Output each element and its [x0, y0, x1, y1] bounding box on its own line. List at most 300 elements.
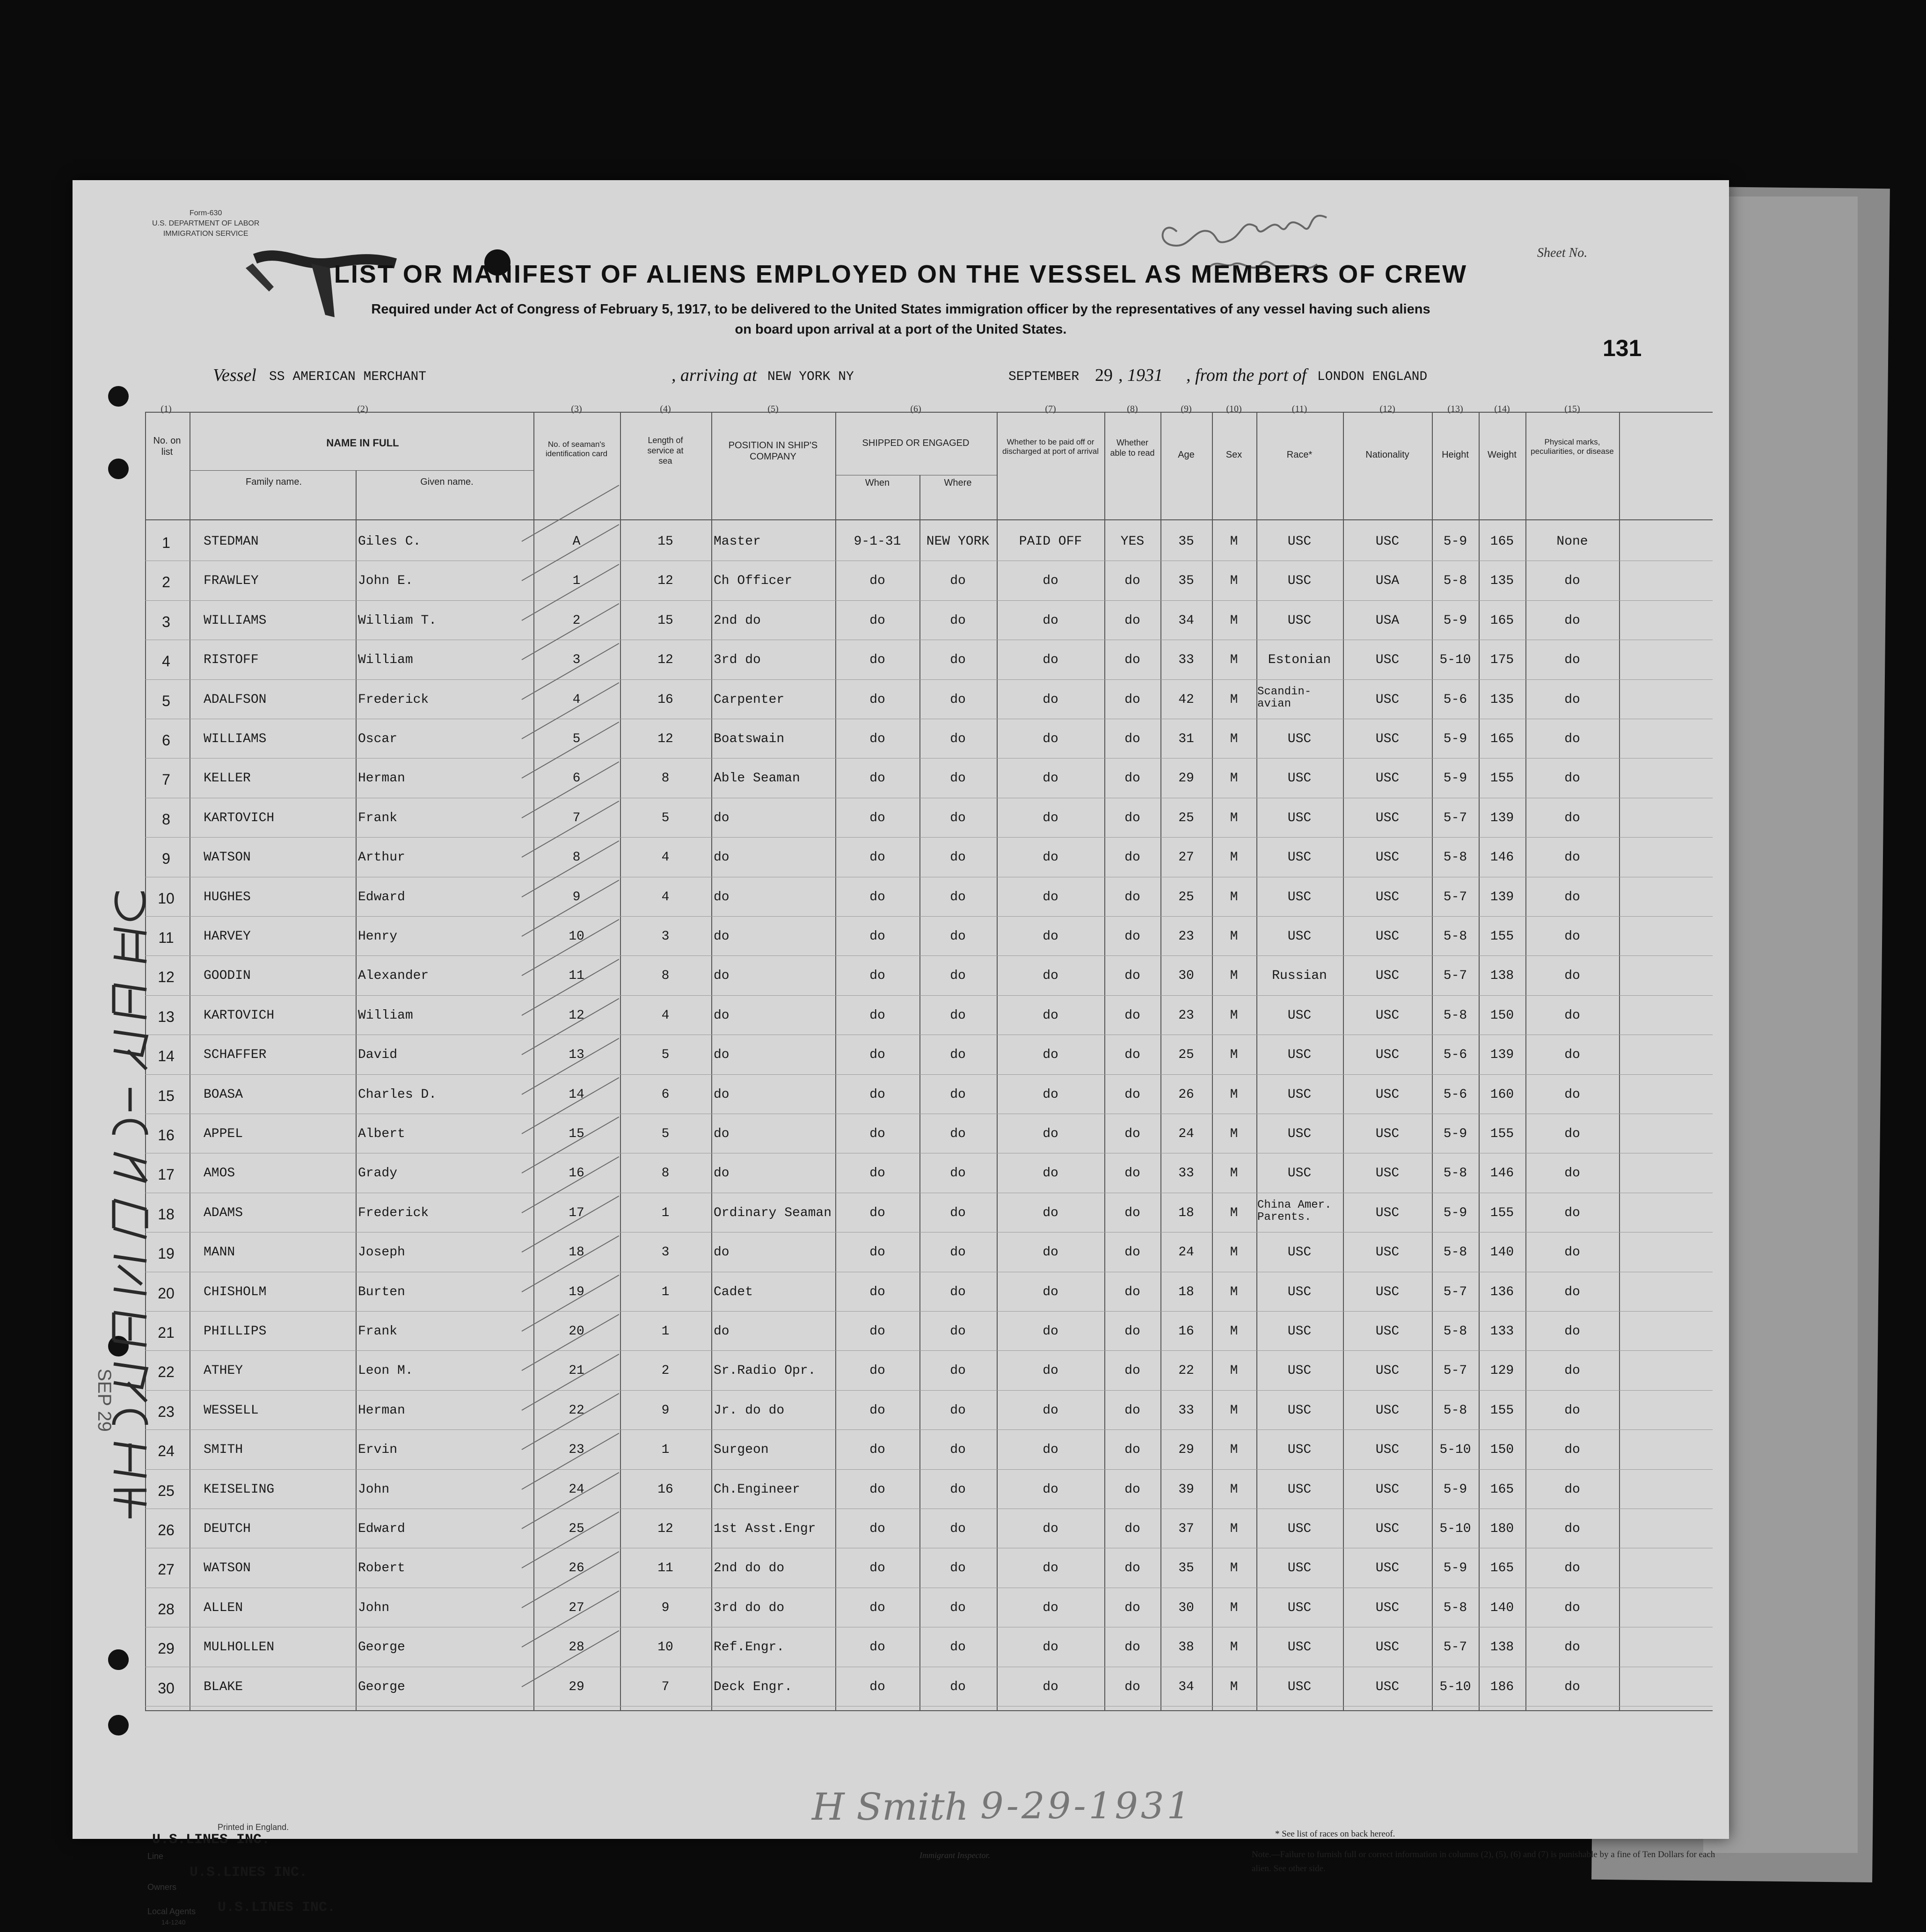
shipped-when: do [869, 692, 885, 707]
table-row [73, 919, 1729, 956]
from-port: LONDON ENGLAND [1317, 370, 1428, 384]
col-num: (11) [1291, 404, 1307, 414]
age: 33 [1178, 1403, 1194, 1418]
position: Ch.Engineer [714, 1482, 800, 1497]
table-row [73, 1353, 1729, 1391]
physical-marks: do [1564, 810, 1580, 825]
printed-in-england: Printed in England. [218, 1823, 289, 1832]
row-number: 2 [162, 574, 170, 591]
shipped-where: do [950, 969, 966, 984]
given-name: George [358, 1640, 405, 1655]
table-row [73, 880, 1729, 917]
sheet-number: 131 [1603, 335, 1642, 361]
given-name: Alexander [358, 969, 429, 984]
row-number: 9 [162, 850, 170, 868]
col-num: (14) [1494, 404, 1510, 414]
shipped-when: do [869, 850, 885, 865]
sex: M [1230, 1205, 1238, 1220]
height: 5-7 [1443, 969, 1467, 984]
sex: M [1230, 1403, 1238, 1418]
family-name: ADAMS [204, 1205, 243, 1220]
family-name: APPEL [204, 1127, 243, 1141]
id-card-number: 11 [569, 969, 584, 984]
position: Sr.Radio Opr. [714, 1363, 816, 1378]
nationality: USC [1375, 692, 1400, 707]
nationality: USC [1375, 1205, 1400, 1220]
physical-marks: do [1564, 1205, 1580, 1220]
shipped-where: do [950, 1324, 966, 1339]
id-card-number: 18 [569, 1245, 584, 1260]
race: USC [1287, 1640, 1312, 1655]
paid-off: do [1043, 1600, 1058, 1615]
physical-marks: do [1564, 1324, 1580, 1339]
height: 5-7 [1443, 889, 1467, 904]
row-number: 18 [158, 1205, 175, 1223]
race: USC [1287, 929, 1312, 944]
shipped-when: do [869, 1087, 885, 1102]
race: USC [1287, 810, 1312, 825]
id-card-number: 19 [569, 1284, 584, 1299]
table-row [73, 1196, 1729, 1233]
service-length: 10 [657, 1640, 673, 1655]
row-number: 13 [158, 1008, 175, 1025]
nationality: USC [1375, 653, 1400, 668]
age: 30 [1178, 1600, 1194, 1615]
height: 5-9 [1443, 534, 1467, 549]
service-length: 5 [661, 810, 670, 825]
row-number: 15 [158, 1087, 175, 1104]
sheet-no-label: Sheet No. [1537, 246, 1588, 260]
service-length: 11 [657, 1561, 673, 1576]
shipped-when: do [869, 1679, 885, 1694]
arrival-day: 29 [1095, 365, 1113, 385]
col-num: (9) [1181, 404, 1192, 414]
row-rule [145, 1429, 1713, 1430]
handwritten-side-note [95, 891, 179, 1537]
weight: 129 [1490, 1363, 1514, 1378]
row-rule [145, 995, 1713, 996]
able-to-read: do [1124, 1324, 1140, 1339]
shipped-when: do [869, 1600, 885, 1615]
given-name: Herman [358, 1403, 405, 1418]
age: 35 [1178, 574, 1194, 589]
service-length: 9 [661, 1600, 670, 1615]
height: 5-9 [1443, 771, 1467, 786]
age: 18 [1178, 1284, 1194, 1299]
race: USC [1287, 1600, 1312, 1615]
row-number: 19 [158, 1245, 175, 1262]
table-row [73, 840, 1729, 877]
row-number: 8 [162, 810, 170, 828]
table-row [73, 1275, 1729, 1312]
sex: M [1230, 1048, 1238, 1063]
shipped-where: do [950, 1679, 966, 1694]
nationality: USC [1375, 1363, 1400, 1378]
able-to-read: do [1124, 850, 1140, 865]
signature-name: H Smith [812, 1785, 969, 1829]
family-name: HUGHES [204, 889, 251, 904]
service-length: 4 [661, 1008, 670, 1023]
sex: M [1230, 613, 1238, 628]
able-to-read: do [1124, 1600, 1140, 1615]
given-name: William [358, 653, 413, 668]
table-row [73, 1630, 1729, 1667]
physical-marks: do [1564, 850, 1580, 865]
service-length: 4 [661, 889, 670, 904]
shipped-where: do [950, 1245, 966, 1260]
weight: 155 [1490, 771, 1514, 786]
row-number: 30 [158, 1679, 175, 1697]
given-name: John [358, 1482, 390, 1497]
header-position: POSITION IN SHIP'S COMPANY [728, 440, 818, 462]
family-name: ADALFSON [204, 692, 267, 707]
weight: 135 [1490, 574, 1514, 589]
id-card-number: 14 [569, 1087, 584, 1102]
physical-marks: do [1564, 969, 1580, 984]
sex: M [1230, 1600, 1238, 1615]
position: do [714, 810, 730, 825]
position: Boatswain [714, 732, 785, 746]
id-card-number: 10 [569, 929, 584, 944]
able-to-read: do [1124, 1443, 1140, 1458]
col-num: (1) [160, 404, 172, 414]
family-name: AMOS [204, 1166, 235, 1181]
shipped-where: do [950, 929, 966, 944]
shipped-when: do [869, 732, 885, 746]
position: Able Seaman [714, 771, 800, 786]
race: USC [1287, 1522, 1312, 1536]
given-name: Albert [358, 1127, 405, 1141]
row-rule [145, 1469, 1713, 1470]
table-row [73, 524, 1729, 561]
age: 35 [1178, 534, 1194, 549]
family-name: SMITH [204, 1443, 243, 1458]
sex: M [1230, 810, 1238, 825]
arriving-label: , arriving at [671, 365, 757, 385]
table-row [73, 1393, 1729, 1430]
nationality: USC [1375, 1008, 1400, 1023]
id-card-number: 13 [569, 1048, 584, 1063]
line-value: U.S.LINES INC. [152, 1832, 270, 1848]
height: 5-8 [1443, 1403, 1467, 1418]
shipped-when: do [869, 1324, 885, 1339]
weight: 160 [1490, 1087, 1514, 1102]
header-family-name: Family name. [245, 477, 302, 487]
race: USC [1287, 1679, 1312, 1694]
given-name: John [358, 1600, 390, 1615]
shipped-where: do [950, 1363, 966, 1378]
header-given-name: Given name. [420, 477, 474, 487]
shipped-where: do [950, 732, 966, 746]
paid-off: do [1043, 1205, 1058, 1220]
weight: 186 [1490, 1679, 1514, 1694]
paid-off: do [1043, 613, 1058, 628]
race: USC [1287, 1324, 1312, 1339]
nationality: USC [1375, 1522, 1400, 1536]
given-name: Leon M. [358, 1363, 413, 1378]
height: 5-8 [1443, 1245, 1467, 1260]
service-length: 4 [661, 850, 670, 865]
nationality: USC [1375, 1087, 1400, 1102]
age: 33 [1178, 653, 1194, 668]
row-rule [145, 1074, 1713, 1075]
shipped-when: do [869, 1284, 885, 1299]
form-number: Form-630 [190, 209, 222, 217]
id-card-number: 9 [572, 889, 581, 904]
sex: M [1230, 771, 1238, 786]
family-name: KEISELING [204, 1482, 275, 1497]
shipped-where: do [950, 889, 966, 904]
department: U.S. DEPARTMENT OF LABOR [152, 219, 260, 227]
service-length: 1 [661, 1284, 670, 1299]
weight: 165 [1490, 613, 1514, 628]
row-rule [145, 837, 1713, 838]
able-to-read: do [1124, 653, 1140, 668]
header-no: No. on list [153, 436, 181, 457]
weight: 146 [1490, 1166, 1514, 1181]
height: 5-10 [1439, 1443, 1471, 1458]
position: Jr. do do [714, 1403, 785, 1418]
id-card-number: 22 [569, 1403, 584, 1418]
family-name: KARTOVICH [204, 1008, 275, 1023]
age: 22 [1178, 1363, 1194, 1378]
id-card-number: 1 [572, 574, 581, 589]
given-name: John E. [358, 574, 413, 589]
height: 5-9 [1443, 732, 1467, 746]
height: 5-10 [1439, 653, 1471, 668]
physical-marks: do [1564, 1640, 1580, 1655]
able-to-read: do [1124, 1284, 1140, 1299]
row-number: 26 [158, 1522, 175, 1538]
able-to-read: do [1124, 1403, 1140, 1418]
age: 37 [1178, 1522, 1194, 1536]
weight: 165 [1490, 1561, 1514, 1576]
weight: 133 [1490, 1324, 1514, 1339]
race: USC [1287, 1087, 1312, 1102]
race: USC [1287, 1245, 1312, 1260]
given-name: Burten [358, 1284, 405, 1299]
race: USC [1287, 574, 1312, 589]
nationality: USC [1375, 1166, 1400, 1181]
race: USC [1287, 1127, 1312, 1141]
shipped-when: do [869, 929, 885, 944]
able-to-read: do [1124, 613, 1140, 628]
paid-off: do [1043, 653, 1058, 668]
id-card-number: 4 [572, 692, 581, 707]
paid-off: do [1043, 1008, 1058, 1023]
weight: 139 [1490, 810, 1514, 825]
id-card-number: 26 [569, 1561, 584, 1576]
table-row [73, 1432, 1729, 1470]
family-name: WILLIAMS [204, 732, 267, 746]
race: USC [1287, 1008, 1312, 1023]
age: 25 [1178, 810, 1194, 825]
height: 5-6 [1443, 692, 1467, 707]
height: 5-10 [1439, 1522, 1471, 1536]
col-num: (6) [910, 404, 921, 414]
height: 5-8 [1443, 1324, 1467, 1339]
shipped-where: do [950, 1087, 966, 1102]
height: 5-7 [1443, 1284, 1467, 1299]
weight: 180 [1490, 1522, 1514, 1536]
able-to-read: do [1124, 1679, 1140, 1694]
sex: M [1230, 1561, 1238, 1576]
physical-marks: do [1564, 653, 1580, 668]
service-length: 3 [661, 1245, 670, 1260]
physical-marks: do [1564, 1363, 1580, 1378]
shipped-when: do [869, 969, 885, 984]
row-number: 12 [158, 969, 175, 986]
weight: 165 [1490, 534, 1514, 549]
service-length: 15 [657, 534, 673, 549]
subtitle-line-2: on board upon arrival at a port of the United States. [735, 322, 1067, 337]
family-name: HARVEY [204, 929, 251, 944]
shipped-where: do [950, 1600, 966, 1615]
col-num: (2) [357, 404, 368, 414]
paid-off: do [1043, 1284, 1058, 1299]
row-number: 27 [158, 1561, 175, 1578]
sex: M [1230, 732, 1238, 746]
family-name: DEUTCH [204, 1522, 251, 1536]
shipped-where: do [950, 613, 966, 628]
race: USC [1287, 771, 1312, 786]
family-name: WESSELL [204, 1403, 259, 1418]
paid-off: do [1043, 929, 1058, 944]
row-number: 16 [158, 1127, 175, 1144]
shipped-where: do [950, 1284, 966, 1299]
given-name: Giles C. [358, 534, 421, 549]
row-rule [145, 1311, 1713, 1312]
shipped-where: do [950, 1640, 966, 1655]
row-number: 25 [158, 1482, 175, 1499]
given-name: David [358, 1048, 398, 1063]
given-name: Frank [358, 810, 398, 825]
position: 2nd do do [714, 1561, 785, 1576]
able-to-read: do [1124, 1561, 1140, 1576]
sex: M [1230, 1166, 1238, 1181]
position: do [714, 1166, 730, 1181]
position: Cadet [714, 1284, 753, 1299]
vessel-name: SS AMERICAN MERCHANT [269, 370, 427, 384]
shipped-where: do [950, 850, 966, 865]
col-num: (13) [1447, 404, 1463, 414]
position: do [714, 929, 730, 944]
row-rule [145, 1350, 1713, 1351]
age: 24 [1178, 1245, 1194, 1260]
id-card-number: 28 [569, 1640, 584, 1655]
paid-off: do [1043, 889, 1058, 904]
col-num: (3) [571, 404, 582, 414]
service-length: 3 [661, 929, 670, 944]
shipped-where: do [950, 810, 966, 825]
col-num: (12) [1379, 404, 1395, 414]
footnotes [1252, 1827, 1720, 1876]
row-number: 22 [158, 1363, 175, 1381]
service-length: 16 [657, 692, 673, 707]
given-name: Frederick [358, 692, 429, 707]
id-card-number: 8 [572, 850, 581, 865]
physical-marks: do [1564, 929, 1580, 944]
id-card-number: 25 [569, 1522, 584, 1536]
height: 5-9 [1443, 1561, 1467, 1576]
table-row [73, 1551, 1729, 1588]
able-to-read: do [1124, 889, 1140, 904]
paid-off: do [1043, 771, 1058, 786]
col-num: (10) [1226, 404, 1242, 414]
paid-off: do [1043, 1048, 1058, 1063]
family-name: WATSON [204, 1561, 251, 1576]
paid-off: do [1043, 810, 1058, 825]
family-name: CHISHOLM [204, 1284, 267, 1299]
able-to-read: do [1124, 732, 1140, 746]
weight: 138 [1490, 969, 1514, 984]
height: 5-8 [1443, 1600, 1467, 1615]
given-name: Oscar [358, 732, 398, 746]
service-length: 12 [657, 574, 673, 589]
height: 5-9 [1443, 613, 1467, 628]
nationality: USC [1375, 969, 1400, 984]
position: Deck Engr. [714, 1679, 793, 1694]
service-length: 9 [661, 1403, 670, 1418]
id-card-number: 23 [569, 1443, 584, 1458]
service-length: 1 [661, 1205, 670, 1220]
position: do [714, 1008, 730, 1023]
position: 1st Asst.Engr [714, 1522, 816, 1536]
crew-rows [73, 180, 1729, 1839]
position: Carpenter [714, 692, 785, 707]
signature-date: 9-29-1931 [980, 1785, 1193, 1827]
physical-marks: do [1564, 771, 1580, 786]
able-to-read: do [1124, 1087, 1140, 1102]
service-length: 12 [657, 1522, 673, 1536]
paid-off: do [1043, 574, 1058, 589]
height: 5-8 [1443, 1166, 1467, 1181]
height: 5-8 [1443, 850, 1467, 865]
physical-marks: do [1564, 889, 1580, 904]
service-length: 12 [657, 732, 673, 746]
row-number: 5 [162, 692, 170, 709]
family-name: KARTOVICH [204, 810, 275, 825]
header-nationality: Nationality [1365, 450, 1409, 460]
row-number: 20 [158, 1284, 175, 1302]
header-read: Whether able to read [1110, 438, 1155, 458]
shipped-when: do [869, 1127, 885, 1141]
shipped-where: do [950, 771, 966, 786]
sex: M [1230, 929, 1238, 944]
service: IMMIGRATION SERVICE [163, 230, 248, 238]
sex: M [1230, 1087, 1238, 1102]
race: USC [1287, 1482, 1312, 1497]
physical-marks: do [1564, 1403, 1580, 1418]
shipped-when: do [869, 771, 885, 786]
age: 34 [1178, 1679, 1194, 1694]
physical-marks: do [1564, 1600, 1580, 1615]
height: 5-9 [1443, 1127, 1467, 1141]
position: do [714, 889, 730, 904]
shipped-where: do [950, 1403, 966, 1418]
table-row [73, 1235, 1729, 1272]
sex: M [1230, 574, 1238, 589]
header-id-card: No. of seaman's identification card [545, 440, 608, 458]
position: Surgeon [714, 1443, 769, 1458]
able-to-read: do [1124, 929, 1140, 944]
row-number: 4 [162, 653, 170, 670]
header-marks: Physical marks, peculiarities, or disease [1531, 437, 1614, 456]
race: USC [1287, 732, 1312, 746]
race: China Amer. Parents. [1257, 1198, 1332, 1224]
age: 42 [1178, 692, 1194, 707]
race: USC [1287, 1443, 1312, 1458]
